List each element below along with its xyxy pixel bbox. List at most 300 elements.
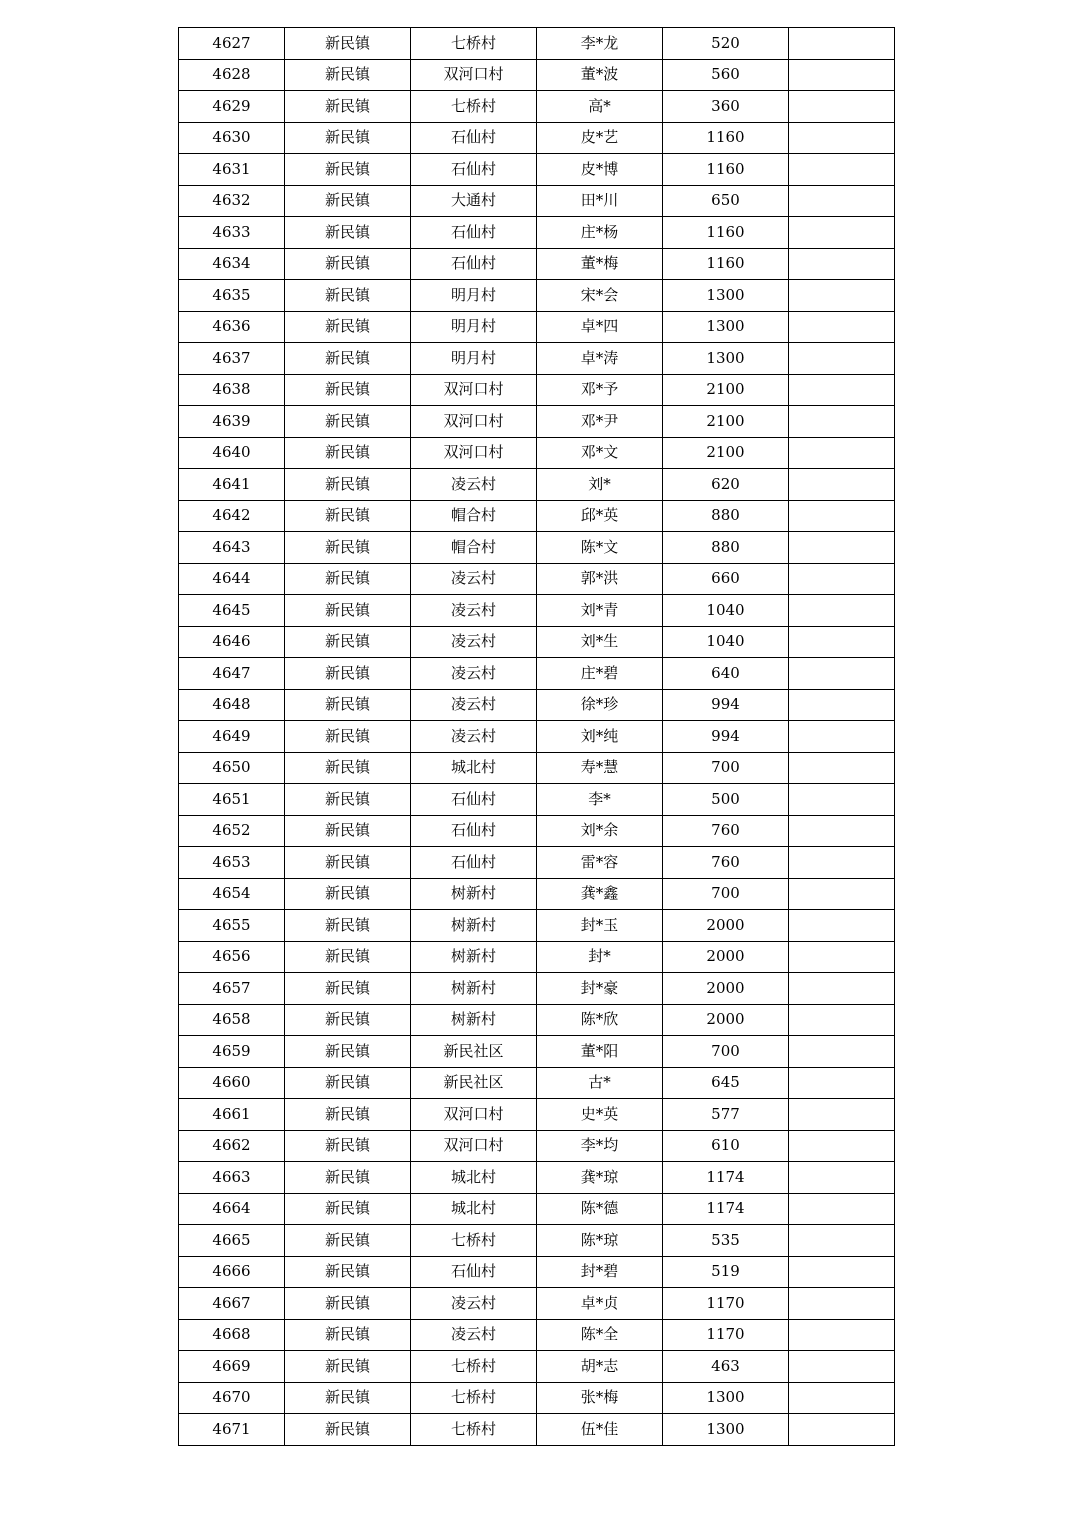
cell-serial-number: 4659: [179, 1036, 285, 1068]
table-row: [179, 973, 895, 1005]
table-row: [179, 28, 895, 60]
cell-serial-number: 4638: [179, 374, 285, 406]
cell-serial-number: 4668: [179, 1319, 285, 1351]
table-row: [179, 248, 895, 280]
table-row: [179, 847, 895, 879]
cell-town: 新民镇: [285, 1225, 411, 1257]
table-row: [179, 563, 895, 595]
cell-amount: 1300: [663, 311, 789, 343]
cell-name: 李*均: [537, 1130, 663, 1162]
cell-name: 董*阳: [537, 1036, 663, 1068]
cell-amount: 2000: [663, 910, 789, 942]
cell-name: 李*龙: [537, 28, 663, 60]
cell-name: 雷*容: [537, 847, 663, 879]
cell-note: [789, 437, 895, 469]
cell-town: 新民镇: [285, 847, 411, 879]
cell-note: [789, 217, 895, 249]
cell-town: 新民镇: [285, 1036, 411, 1068]
cell-amount: 360: [663, 91, 789, 123]
cell-name: 封*玉: [537, 910, 663, 942]
table-row: [179, 406, 895, 438]
cell-town: 新民镇: [285, 280, 411, 312]
cell-town: 新民镇: [285, 1256, 411, 1288]
cell-town: 新民镇: [285, 1193, 411, 1225]
cell-village: 凌云村: [411, 689, 537, 721]
cell-amount: 880: [663, 500, 789, 532]
cell-note: [789, 280, 895, 312]
cell-village: 新民社区: [411, 1036, 537, 1068]
cell-note: [789, 721, 895, 753]
cell-town: 新民镇: [285, 563, 411, 595]
cell-village: 城北村: [411, 1162, 537, 1194]
cell-amount: 1170: [663, 1288, 789, 1320]
cell-town: 新民镇: [285, 217, 411, 249]
cell-note: [789, 689, 895, 721]
cell-name: 邓*文: [537, 437, 663, 469]
cell-serial-number: 4642: [179, 500, 285, 532]
cell-village: 双河口村: [411, 406, 537, 438]
data-table: [178, 27, 895, 1446]
cell-town: 新民镇: [285, 311, 411, 343]
cell-serial-number: 4651: [179, 784, 285, 816]
cell-amount: 645: [663, 1067, 789, 1099]
cell-note: [789, 973, 895, 1005]
table-row: [179, 941, 895, 973]
cell-serial-number: 4671: [179, 1414, 285, 1446]
table-row: [179, 721, 895, 753]
cell-name: 伍*佳: [537, 1414, 663, 1446]
cell-note: [789, 311, 895, 343]
cell-name: 刘*余: [537, 815, 663, 847]
cell-name: 陈*全: [537, 1319, 663, 1351]
cell-amount: 760: [663, 815, 789, 847]
table-row: [179, 59, 895, 91]
cell-note: [789, 28, 895, 60]
cell-town: 新民镇: [285, 1004, 411, 1036]
cell-serial-number: 4650: [179, 752, 285, 784]
table-row: [179, 626, 895, 658]
cell-town: 新民镇: [285, 1414, 411, 1446]
cell-note: [789, 1004, 895, 1036]
cell-amount: 463: [663, 1351, 789, 1383]
cell-town: 新民镇: [285, 154, 411, 186]
cell-amount: 519: [663, 1256, 789, 1288]
cell-amount: 700: [663, 1036, 789, 1068]
cell-town: 新民镇: [285, 815, 411, 847]
cell-town: 新民镇: [285, 437, 411, 469]
cell-note: [789, 1319, 895, 1351]
cell-name: 寿*慧: [537, 752, 663, 784]
cell-note: [789, 532, 895, 564]
cell-village: 明月村: [411, 343, 537, 375]
cell-town: 新民镇: [285, 752, 411, 784]
cell-amount: 1160: [663, 154, 789, 186]
cell-name: 刘*纯: [537, 721, 663, 753]
cell-town: 新民镇: [285, 721, 411, 753]
cell-amount: 535: [663, 1225, 789, 1257]
cell-serial-number: 4670: [179, 1382, 285, 1414]
cell-serial-number: 4632: [179, 185, 285, 217]
cell-serial-number: 4658: [179, 1004, 285, 1036]
cell-note: [789, 1225, 895, 1257]
cell-note: [789, 784, 895, 816]
cell-note: [789, 1414, 895, 1446]
table-row: [179, 910, 895, 942]
table-row: [179, 532, 895, 564]
cell-amount: 660: [663, 563, 789, 595]
cell-name: 徐*珍: [537, 689, 663, 721]
table-row: [179, 311, 895, 343]
cell-village: 树新村: [411, 910, 537, 942]
cell-note: [789, 91, 895, 123]
cell-village: 石仙村: [411, 847, 537, 879]
cell-note: [789, 406, 895, 438]
cell-amount: 1040: [663, 626, 789, 658]
cell-name: 刘*: [537, 469, 663, 501]
cell-town: 新民镇: [285, 374, 411, 406]
cell-serial-number: 4637: [179, 343, 285, 375]
cell-village: 明月村: [411, 280, 537, 312]
cell-village: 凌云村: [411, 721, 537, 753]
cell-amount: 2000: [663, 973, 789, 1005]
cell-village: 新民社区: [411, 1067, 537, 1099]
table-row: [179, 280, 895, 312]
cell-note: [789, 343, 895, 375]
cell-serial-number: 4634: [179, 248, 285, 280]
cell-name: 庄*碧: [537, 658, 663, 690]
cell-serial-number: 4646: [179, 626, 285, 658]
cell-name: 古*: [537, 1067, 663, 1099]
cell-note: [789, 941, 895, 973]
table-row: [179, 437, 895, 469]
cell-name: 张*梅: [537, 1382, 663, 1414]
cell-village: 双河口村: [411, 1130, 537, 1162]
cell-note: [789, 500, 895, 532]
cell-serial-number: 4661: [179, 1099, 285, 1131]
cell-note: [789, 248, 895, 280]
cell-name: 庄*杨: [537, 217, 663, 249]
table-row: [179, 815, 895, 847]
cell-amount: 577: [663, 1099, 789, 1131]
cell-serial-number: 4648: [179, 689, 285, 721]
cell-serial-number: 4660: [179, 1067, 285, 1099]
cell-serial-number: 4647: [179, 658, 285, 690]
cell-name: 陈*琼: [537, 1225, 663, 1257]
cell-amount: 560: [663, 59, 789, 91]
cell-village: 石仙村: [411, 1256, 537, 1288]
cell-amount: 620: [663, 469, 789, 501]
cell-village: 双河口村: [411, 437, 537, 469]
cell-note: [789, 1162, 895, 1194]
cell-town: 新民镇: [285, 343, 411, 375]
table-row: [179, 1319, 895, 1351]
table-row: [179, 1256, 895, 1288]
cell-name: 董*梅: [537, 248, 663, 280]
table-row: [179, 1099, 895, 1131]
cell-village: 七桥村: [411, 1382, 537, 1414]
cell-serial-number: 4652: [179, 815, 285, 847]
cell-serial-number: 4628: [179, 59, 285, 91]
cell-serial-number: 4644: [179, 563, 285, 595]
table-row: [179, 500, 895, 532]
cell-town: 新民镇: [285, 406, 411, 438]
cell-village: 明月村: [411, 311, 537, 343]
cell-note: [789, 1288, 895, 1320]
cell-village: 大通村: [411, 185, 537, 217]
table-row: [179, 1414, 895, 1446]
cell-serial-number: 4640: [179, 437, 285, 469]
cell-village: 石仙村: [411, 815, 537, 847]
cell-note: [789, 185, 895, 217]
cell-village: 石仙村: [411, 248, 537, 280]
cell-amount: 1300: [663, 1382, 789, 1414]
table-row: [179, 784, 895, 816]
cell-note: [789, 122, 895, 154]
cell-village: 凌云村: [411, 469, 537, 501]
cell-village: 双河口村: [411, 374, 537, 406]
cell-name: 邓*予: [537, 374, 663, 406]
cell-amount: 1160: [663, 217, 789, 249]
table-row: [179, 154, 895, 186]
cell-village: 城北村: [411, 752, 537, 784]
cell-serial-number: 4655: [179, 910, 285, 942]
cell-amount: 2100: [663, 437, 789, 469]
cell-serial-number: 4663: [179, 1162, 285, 1194]
cell-serial-number: 4664: [179, 1193, 285, 1225]
cell-town: 新民镇: [285, 1162, 411, 1194]
cell-village: 七桥村: [411, 1225, 537, 1257]
cell-name: 刘*生: [537, 626, 663, 658]
cell-amount: 760: [663, 847, 789, 879]
table-row: [179, 469, 895, 501]
cell-amount: 700: [663, 752, 789, 784]
cell-note: [789, 626, 895, 658]
cell-serial-number: 4654: [179, 878, 285, 910]
cell-amount: 650: [663, 185, 789, 217]
cell-town: 新民镇: [285, 1288, 411, 1320]
table-row: [179, 1382, 895, 1414]
cell-serial-number: 4643: [179, 532, 285, 564]
cell-amount: 500: [663, 784, 789, 816]
cell-serial-number: 4662: [179, 1130, 285, 1162]
cell-note: [789, 1382, 895, 1414]
cell-village: 树新村: [411, 941, 537, 973]
table-row: [179, 1225, 895, 1257]
cell-amount: 1160: [663, 248, 789, 280]
table-row: [179, 1288, 895, 1320]
cell-town: 新民镇: [285, 973, 411, 1005]
cell-village: 凌云村: [411, 626, 537, 658]
cell-amount: 1174: [663, 1162, 789, 1194]
cell-amount: 700: [663, 878, 789, 910]
cell-name: 邓*尹: [537, 406, 663, 438]
cell-serial-number: 4629: [179, 91, 285, 123]
cell-village: 石仙村: [411, 122, 537, 154]
cell-amount: 610: [663, 1130, 789, 1162]
cell-town: 新民镇: [285, 59, 411, 91]
cell-note: [789, 1099, 895, 1131]
cell-amount: 640: [663, 658, 789, 690]
table-row: [179, 217, 895, 249]
cell-note: [789, 878, 895, 910]
cell-name: 胡*志: [537, 1351, 663, 1383]
cell-name: 刘*青: [537, 595, 663, 627]
cell-town: 新民镇: [285, 28, 411, 60]
cell-name: 皮*博: [537, 154, 663, 186]
table-row: [179, 374, 895, 406]
cell-town: 新民镇: [285, 1351, 411, 1383]
cell-village: 七桥村: [411, 28, 537, 60]
cell-village: 凌云村: [411, 658, 537, 690]
cell-amount: 994: [663, 689, 789, 721]
cell-serial-number: 4645: [179, 595, 285, 627]
cell-name: 陈*欣: [537, 1004, 663, 1036]
cell-serial-number: 4641: [179, 469, 285, 501]
cell-village: 树新村: [411, 973, 537, 1005]
cell-name: 史*英: [537, 1099, 663, 1131]
cell-note: [789, 847, 895, 879]
cell-town: 新民镇: [285, 532, 411, 564]
cell-name: 卓*涛: [537, 343, 663, 375]
cell-amount: 1160: [663, 122, 789, 154]
cell-serial-number: 4631: [179, 154, 285, 186]
cell-serial-number: 4669: [179, 1351, 285, 1383]
cell-name: 李*: [537, 784, 663, 816]
cell-town: 新民镇: [285, 1067, 411, 1099]
cell-town: 新民镇: [285, 941, 411, 973]
cell-town: 新民镇: [285, 784, 411, 816]
cell-amount: 520: [663, 28, 789, 60]
cell-amount: 1300: [663, 1414, 789, 1446]
table-row: [179, 1036, 895, 1068]
cell-note: [789, 1067, 895, 1099]
cell-amount: 1040: [663, 595, 789, 627]
cell-village: 凌云村: [411, 1319, 537, 1351]
cell-serial-number: 4627: [179, 28, 285, 60]
cell-serial-number: 4653: [179, 847, 285, 879]
cell-town: 新民镇: [285, 595, 411, 627]
cell-town: 新民镇: [285, 248, 411, 280]
cell-name: 龚*琼: [537, 1162, 663, 1194]
cell-amount: 2000: [663, 1004, 789, 1036]
cell-note: [789, 154, 895, 186]
cell-town: 新民镇: [285, 1099, 411, 1131]
cell-note: [789, 595, 895, 627]
cell-serial-number: 4667: [179, 1288, 285, 1320]
cell-note: [789, 1036, 895, 1068]
cell-village: 双河口村: [411, 1099, 537, 1131]
cell-note: [789, 1193, 895, 1225]
cell-village: 帽合村: [411, 532, 537, 564]
table-row: [179, 1067, 895, 1099]
cell-village: 石仙村: [411, 217, 537, 249]
table-row: [179, 878, 895, 910]
cell-serial-number: 4665: [179, 1225, 285, 1257]
cell-amount: 880: [663, 532, 789, 564]
cell-village: 七桥村: [411, 1351, 537, 1383]
cell-village: 石仙村: [411, 784, 537, 816]
table-row: [179, 122, 895, 154]
cell-village: 双河口村: [411, 59, 537, 91]
cell-name: 封*: [537, 941, 663, 973]
cell-serial-number: 4635: [179, 280, 285, 312]
cell-town: 新民镇: [285, 1382, 411, 1414]
cell-amount: 2100: [663, 374, 789, 406]
cell-village: 七桥村: [411, 1414, 537, 1446]
cell-village: 树新村: [411, 1004, 537, 1036]
cell-serial-number: 4657: [179, 973, 285, 1005]
cell-note: [789, 658, 895, 690]
cell-amount: 1300: [663, 343, 789, 375]
cell-town: 新民镇: [285, 626, 411, 658]
cell-name: 封*碧: [537, 1256, 663, 1288]
table-row: [179, 91, 895, 123]
table-row: [179, 1162, 895, 1194]
cell-town: 新民镇: [285, 91, 411, 123]
cell-name: 卓*四: [537, 311, 663, 343]
table-row: [179, 1130, 895, 1162]
cell-serial-number: 4636: [179, 311, 285, 343]
cell-serial-number: 4666: [179, 1256, 285, 1288]
cell-village: 凌云村: [411, 595, 537, 627]
table-row: [179, 752, 895, 784]
cell-note: [789, 1256, 895, 1288]
cell-note: [789, 469, 895, 501]
cell-note: [789, 59, 895, 91]
cell-town: 新民镇: [285, 185, 411, 217]
cell-name: 郭*洪: [537, 563, 663, 595]
cell-note: [789, 1351, 895, 1383]
cell-amount: 1300: [663, 280, 789, 312]
cell-town: 新民镇: [285, 878, 411, 910]
cell-village: 石仙村: [411, 154, 537, 186]
cell-name: 田*川: [537, 185, 663, 217]
cell-note: [789, 374, 895, 406]
table-row: [179, 689, 895, 721]
cell-amount: 1174: [663, 1193, 789, 1225]
cell-village: 凌云村: [411, 1288, 537, 1320]
cell-village: 七桥村: [411, 91, 537, 123]
cell-village: 凌云村: [411, 563, 537, 595]
cell-name: 陈*德: [537, 1193, 663, 1225]
cell-town: 新民镇: [285, 658, 411, 690]
cell-town: 新民镇: [285, 689, 411, 721]
cell-amount: 2000: [663, 941, 789, 973]
cell-name: 宋*会: [537, 280, 663, 312]
cell-town: 新民镇: [285, 122, 411, 154]
cell-note: [789, 563, 895, 595]
cell-serial-number: 4656: [179, 941, 285, 973]
table-row: [179, 1351, 895, 1383]
cell-note: [789, 1130, 895, 1162]
cell-note: [789, 910, 895, 942]
table-row: [179, 1004, 895, 1036]
cell-town: 新民镇: [285, 910, 411, 942]
cell-name: 龚*鑫: [537, 878, 663, 910]
table-row: [179, 595, 895, 627]
cell-village: 城北村: [411, 1193, 537, 1225]
cell-amount: 994: [663, 721, 789, 753]
cell-name: 陈*文: [537, 532, 663, 564]
cell-name: 卓*贞: [537, 1288, 663, 1320]
cell-town: 新民镇: [285, 500, 411, 532]
cell-name: 董*波: [537, 59, 663, 91]
cell-village: 树新村: [411, 878, 537, 910]
cell-town: 新民镇: [285, 469, 411, 501]
cell-town: 新民镇: [285, 1130, 411, 1162]
cell-serial-number: 4649: [179, 721, 285, 753]
cell-name: 封*豪: [537, 973, 663, 1005]
